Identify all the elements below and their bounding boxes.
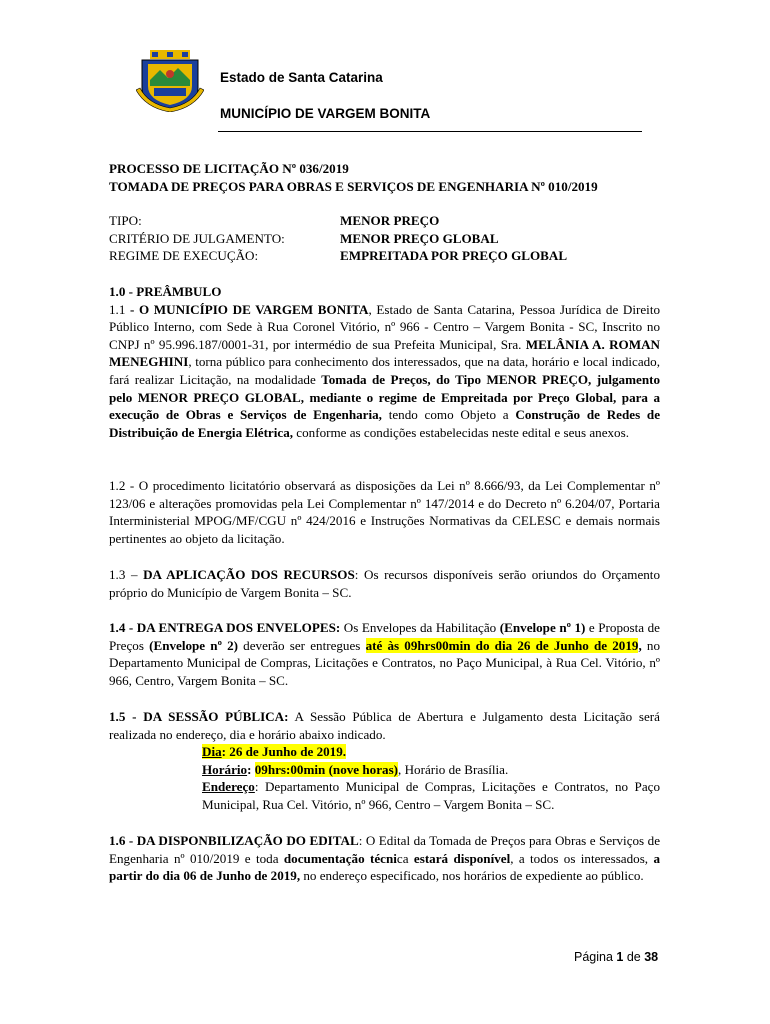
tender-number: TOMADA DE PREÇOS PARA OBRAS E SERVIÇOS DE ENGENHARIA Nº 010/2019 [109, 178, 598, 194]
page-number: Página 1 de 38 [574, 950, 659, 964]
preamble-heading: 1.0 - PREÂMBULO [109, 284, 222, 299]
process-title [109, 160, 660, 195]
delivery-deadline-highlight: até às 09hrs00min do dia 26 de Junho de 2019 [365, 637, 639, 653]
info-value-regime: EMPREITADA POR PREÇO GLOBAL [340, 248, 568, 264]
info-label-criteria: CRITÉRIO DE JULGAMENTO: [109, 230, 285, 246]
info-value-criteria: MENOR PREÇO GLOBAL [340, 230, 499, 246]
session-time: Horário: 09hrs:00min (nove horas), Horário de Brasília. [202, 761, 509, 777]
info-label-regime: REGIME DE EXECUÇÃO: [109, 248, 259, 264]
coat-of-arms-icon [136, 50, 204, 112]
paragraph-1-6: 1.6 - DA DISPONBILIZAÇÃO DO EDITAL: O Edital da Tomada de Preços para Obras e Serviços de Engenharia nº 010/2019 e toda documentação técnica estará disponível, a todos os interessados, a partir do dia 06 de Junho de 2019, no endereço especificado, nos horários de expediente ao público. [109, 833, 661, 884]
info-value-type: MENOR PREÇO [340, 213, 440, 228]
paragraph-1-3: 1.3 – DA APLICAÇÃO DOS RECURSOS: Os recursos disponíveis serão oriundos do Orçamento próprio do Município de Vargem Bonita – SC. [109, 567, 660, 600]
paragraph-1-2: 1.2 - O procedimento licitatório observará as disposições da Lei nº 8.666/93, da Lei Complementar nº 123/06 e alterações promovidas pela Lei Complementar nº 147/2014 e do Decreto nº 6.204/07, Portaria Interministerial MPOG/MF/CGU nº 424/2016 e Instruções Normativas da CELESC e demais normais pertinentes ao objeto da licitação. [109, 478, 660, 546]
paragraph-1-1: 1.1 - O MUNICÍPIO DE VARGEM BONITA, Estado de Santa Catarina, Pessoa Jurídica de Direito Público Interno, com Sede à Rua Coronel Vitório, nº 966 - Centro – Vargem Bonita - SC, Inscrito no CNPJ nº 95.996.187/0001-31, por intermédio de sua Prefeita Municipal, Sra. MELÂNIA A. ROMAN MENEGHINI, torna público para conhecimento dos interessados, que na data, horário e local indicado, fará realizar Licitação, na modalidade Tomada de Preços, do Tipo MENOR PREÇO, julgamento pelo MENOR PREÇO GLOBAL, mediante o regime de Empreitada por Preço Global, para a execução de Obras e Serviços de Engenharia, tendo como Objeto a Construção de Redes de Distribuição de Energia Elétrica, conforme as condições estabelecidas neste edital e seus anexos. [109, 301, 661, 440]
state-name: Estado de Santa Catarina [220, 70, 383, 85]
session-address: Endereço: Departamento Municipal de Compras, Licitações e Contratos, no Paço Municipal, Rua Cel. Vitório, nº 966, Centro – Vargem Bonita – SC. [202, 779, 660, 812]
process-number: PROCESSO DE LICITAÇÃO Nº 036/2019 [109, 161, 349, 176]
session-details [202, 743, 660, 813]
paragraph-1-4: 1.4 - DA ENTREGA DOS ENVELOPES: Os Envelopes da Habilitação (Envelope nº 1) e Proposta de Preços (Envelope nº 2) deverão ser entregues até às 09hrs00min do dia 26 de Junho de 2019, no Departamento Municipal de Compras, Licitações e Contratos, no Paço Municipal, à Rua Cel. Vitório, nº 966, Centro, Vargem Bonita – SC. [109, 620, 661, 688]
paragraph-1-5: 1.5 - DA SESSÃO PÚBLICA: A Sessão Pública de Abertura e Julgamento desta Licitação será realizada no endereço, dia e horário abaixo indicado. [109, 709, 660, 742]
info-label-type: TIPO: [109, 213, 142, 228]
municipality-name: MUNICÍPIO DE VARGEM BONITA [220, 106, 431, 121]
session-date: Dia: 26 de Junho de 2019. [202, 744, 347, 759]
header-divider [218, 131, 642, 132]
